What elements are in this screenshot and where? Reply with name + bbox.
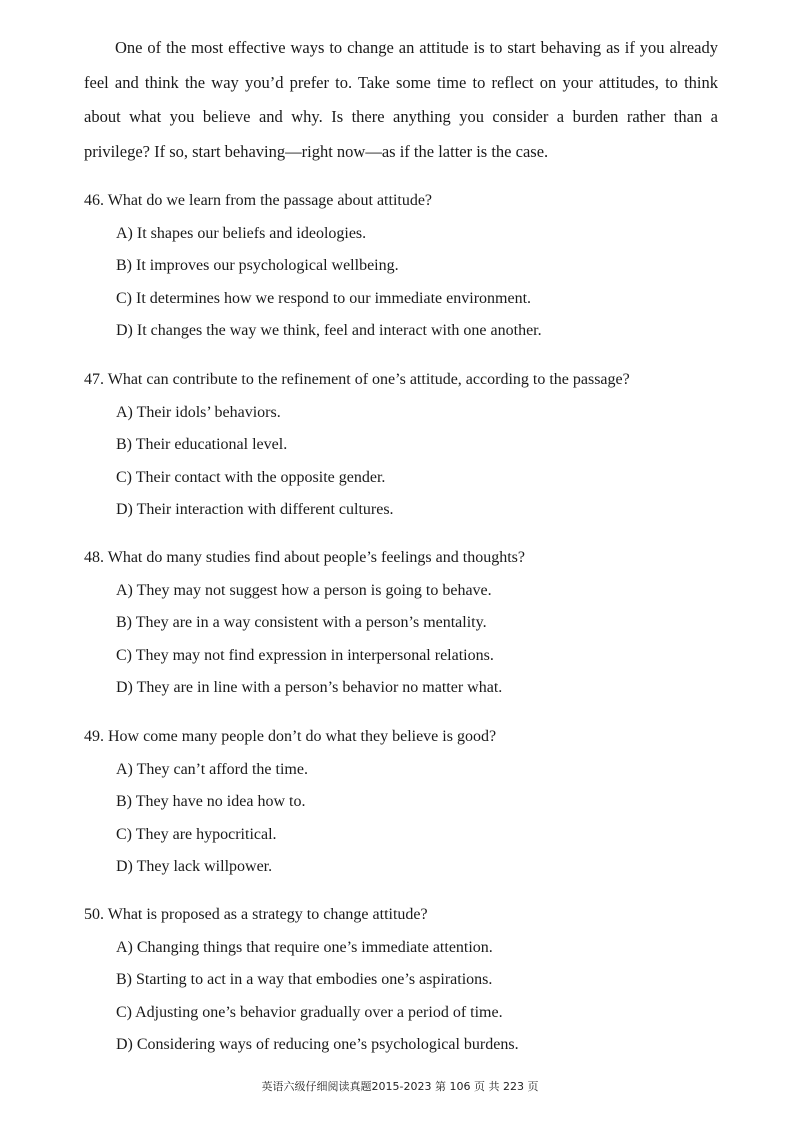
question-stem: 48. What do many studies find about people’s feelings and thoughts? [84,549,525,566]
option-c: C) Adjusting one’s behavior gradually over a period of time. [116,1003,503,1021]
option-a: A) Their idols’ behaviors. [116,403,281,421]
option-c: C) It determines how we respond to our immediate environment. [116,289,532,307]
option-d: D) Their interaction with different cultures. [116,501,394,519]
question-50 [84,904,764,1056]
option-d: D) They are in line with a person’s behavior no matter what. [116,679,503,697]
option-a: A) Changing things that require one’s immediate attention. [116,938,493,956]
question-49 [84,726,764,878]
option-a: A) It shapes our beliefs and ideologies. [116,224,367,242]
option-c: C) Their contact with the opposite gender. [116,468,386,486]
option-b: B) It improves our psychological wellbeing. [116,257,399,275]
question-stem: 47. What can contribute to the refinement of one’s attitude, according to the passage? [84,371,630,388]
question-48 [84,547,764,699]
question-stem: 46. What do we learn from the passage about attitude? [84,192,433,209]
option-b: B) Starting to act in a way that embodies one’s aspirations. [116,971,493,989]
option-d: D) They lack willpower. [116,858,273,876]
question-47 [84,369,764,521]
question-stem: 50. What is proposed as a strategy to change attitude? [84,906,428,923]
option-b: B) Their educational level. [116,436,288,454]
option-d: D) It changes the way we think, feel and interact with one another. [116,322,542,340]
option-a: A) They may not suggest how a person is going to behave. [116,581,492,599]
option-b: B) They are in a way consistent with a person’s mentality. [116,614,487,632]
passage-paragraph: One of the most effective ways to change an attitude is to start behaving as if you already feel and think the way you’d prefer to. Take some time to reflect on your attitudes, to think about what you believe and why. Is there anything you consider a burden rather than a privilege? If so, start behaving—right now—as if the latter is the case. [84,38,718,161]
option-a: A) They can’t afford the time. [116,760,308,778]
option-b: B) They have no idea how to. [116,793,306,811]
page-footer: 英语六级仔细阅读真题2015-2023 第 106 页 共 223 页 [261,1080,539,1093]
option-c: C) They are hypocritical. [116,825,277,843]
option-d: D) Considering ways of reducing one’s psychological burdens. [116,1036,519,1054]
question-46 [84,190,764,342]
option-c: C) They may not find expression in interpersonal relations. [116,646,494,664]
question-stem: 49. How come many people don’t do what they believe is good? [84,728,497,745]
